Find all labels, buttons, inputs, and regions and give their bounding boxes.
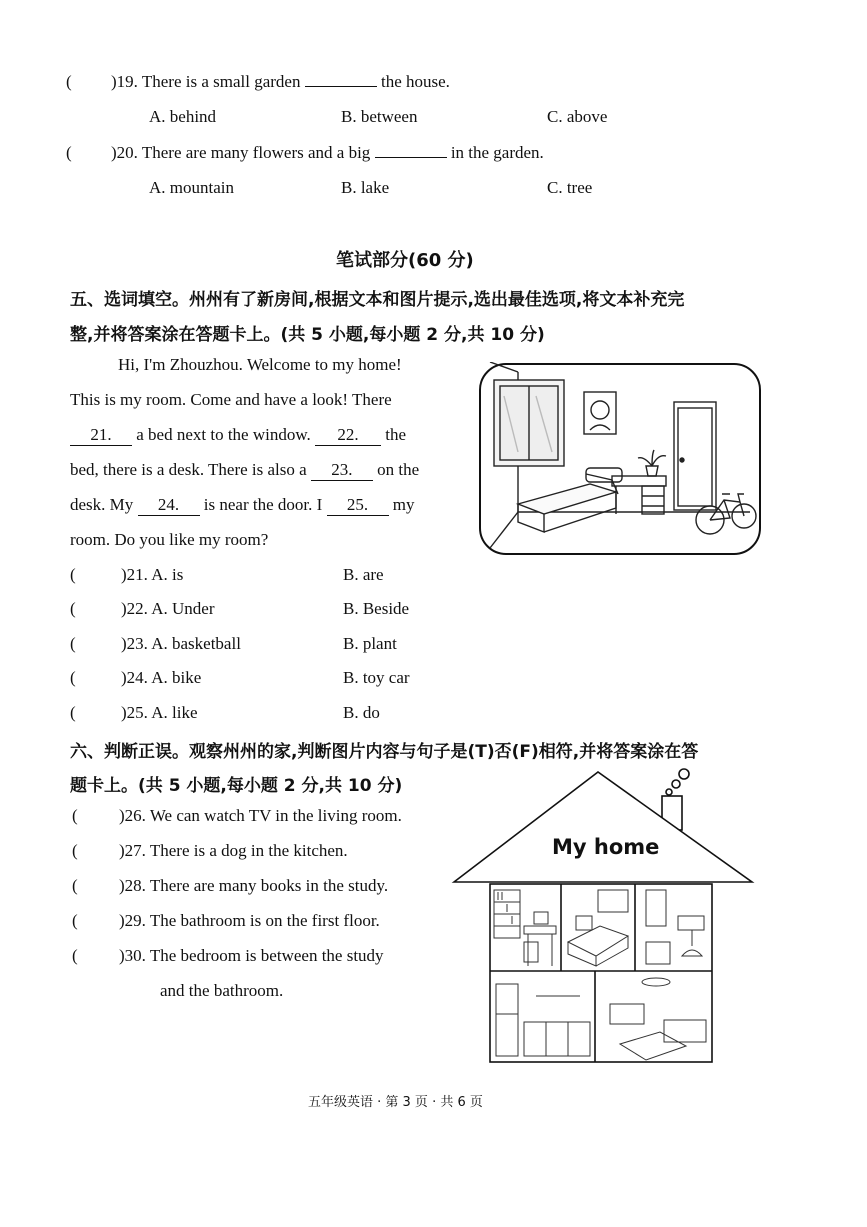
written-section-title: 笔试部分(60 分) [336, 250, 474, 271]
option-23-b: B. plant [343, 634, 397, 653]
option-21-a: )21. A. is [121, 565, 184, 584]
option-21-b: B. are [343, 565, 384, 584]
answer-paren: ( [66, 143, 72, 162]
passage-line: desk. My 24. is near the door. I 25. my [70, 495, 415, 514]
option-25-a: )25. A. like [121, 703, 198, 722]
statement-26: )26. We can watch TV in the living room. [119, 806, 402, 825]
section5-heading-line2: 整,并将答案涂在答题卡上。(共 5 小题,每小题 2 分,共 10 分) [70, 325, 545, 345]
q20-option-b: B. lake [341, 178, 390, 197]
section6-heading-line1: 六、判断正误。观察州州的家,判断图片内容与句子是(T)否(F)相符,并将答案涂在答 [70, 742, 699, 762]
answer-paren: ( [72, 806, 78, 825]
passage-line: bed, there is a desk. There is also a 23. on the [70, 460, 420, 479]
option-25-b: B. do [343, 703, 380, 722]
question-20-stem: )20. There are many flowers and a big in the garden. [111, 143, 544, 162]
answer-paren: ( [72, 876, 78, 895]
q20-option-c: C. tree [547, 178, 593, 197]
option-22-a: )22. A. Under [121, 599, 215, 618]
section6-heading-line2: 题卡上。(共 5 小题,每小题 2 分,共 10 分) [70, 776, 403, 796]
answer-paren: ( [66, 72, 72, 91]
section5-heading-line1: 五、选词填空。州州有了新房间,根据文本和图片提示,选出最佳选项,将文本补充完 [70, 290, 685, 310]
passage-line: 21. a bed next to the window. 22. the [70, 425, 406, 446]
answer-paren: ( [72, 911, 78, 930]
q19-option-a: A. behind [149, 107, 217, 126]
passage-line: Hi, I'm Zhouzhou. Welcome to my home! [118, 355, 402, 374]
statement-29: )29. The bathroom is on the first floor. [119, 911, 380, 930]
statement-30: )30. The bedroom is between the study [119, 946, 384, 965]
option-23-a: )23. A. basketball [121, 634, 241, 653]
answer-paren: ( [70, 599, 76, 618]
q19-option-c: C. above [547, 107, 608, 126]
answer-paren: ( [70, 634, 76, 653]
blank-24: 24. [138, 495, 200, 516]
q20-option-a: A. mountain [149, 178, 234, 197]
option-24-a: )24. A. bike [121, 668, 202, 687]
question-19-stem: )19. There is a small garden the house. [111, 72, 450, 91]
blank-23: 23. [311, 460, 373, 481]
blank-21: 21. [70, 425, 132, 446]
house-title: My home [552, 835, 660, 859]
blank-25: 25. [327, 495, 389, 516]
house-illustration [450, 766, 756, 1066]
page-footer: 五年级英语 · 第 3 页 · 共 6 页 [308, 1095, 483, 1110]
passage-line: room. Do you like my room? [70, 530, 269, 549]
room-illustration [478, 362, 762, 556]
statement-27: )27. There is a dog in the kitchen. [119, 841, 348, 860]
answer-paren: ( [70, 703, 76, 722]
answer-paren: ( [72, 841, 78, 860]
answer-paren: ( [70, 668, 76, 687]
answer-paren: ( [70, 565, 76, 584]
answer-paren: ( [72, 946, 78, 965]
statement-30-continued: and the bathroom. [160, 981, 284, 1000]
statement-28: )28. There are many books in the study. [119, 876, 389, 895]
option-24-b: B. toy car [343, 668, 410, 687]
option-22-b: B. Beside [343, 599, 410, 618]
passage-line: This is my room. Come and have a look! There [70, 390, 392, 409]
q19-option-b: B. between [341, 107, 418, 126]
blank-22: 22. [315, 425, 381, 446]
